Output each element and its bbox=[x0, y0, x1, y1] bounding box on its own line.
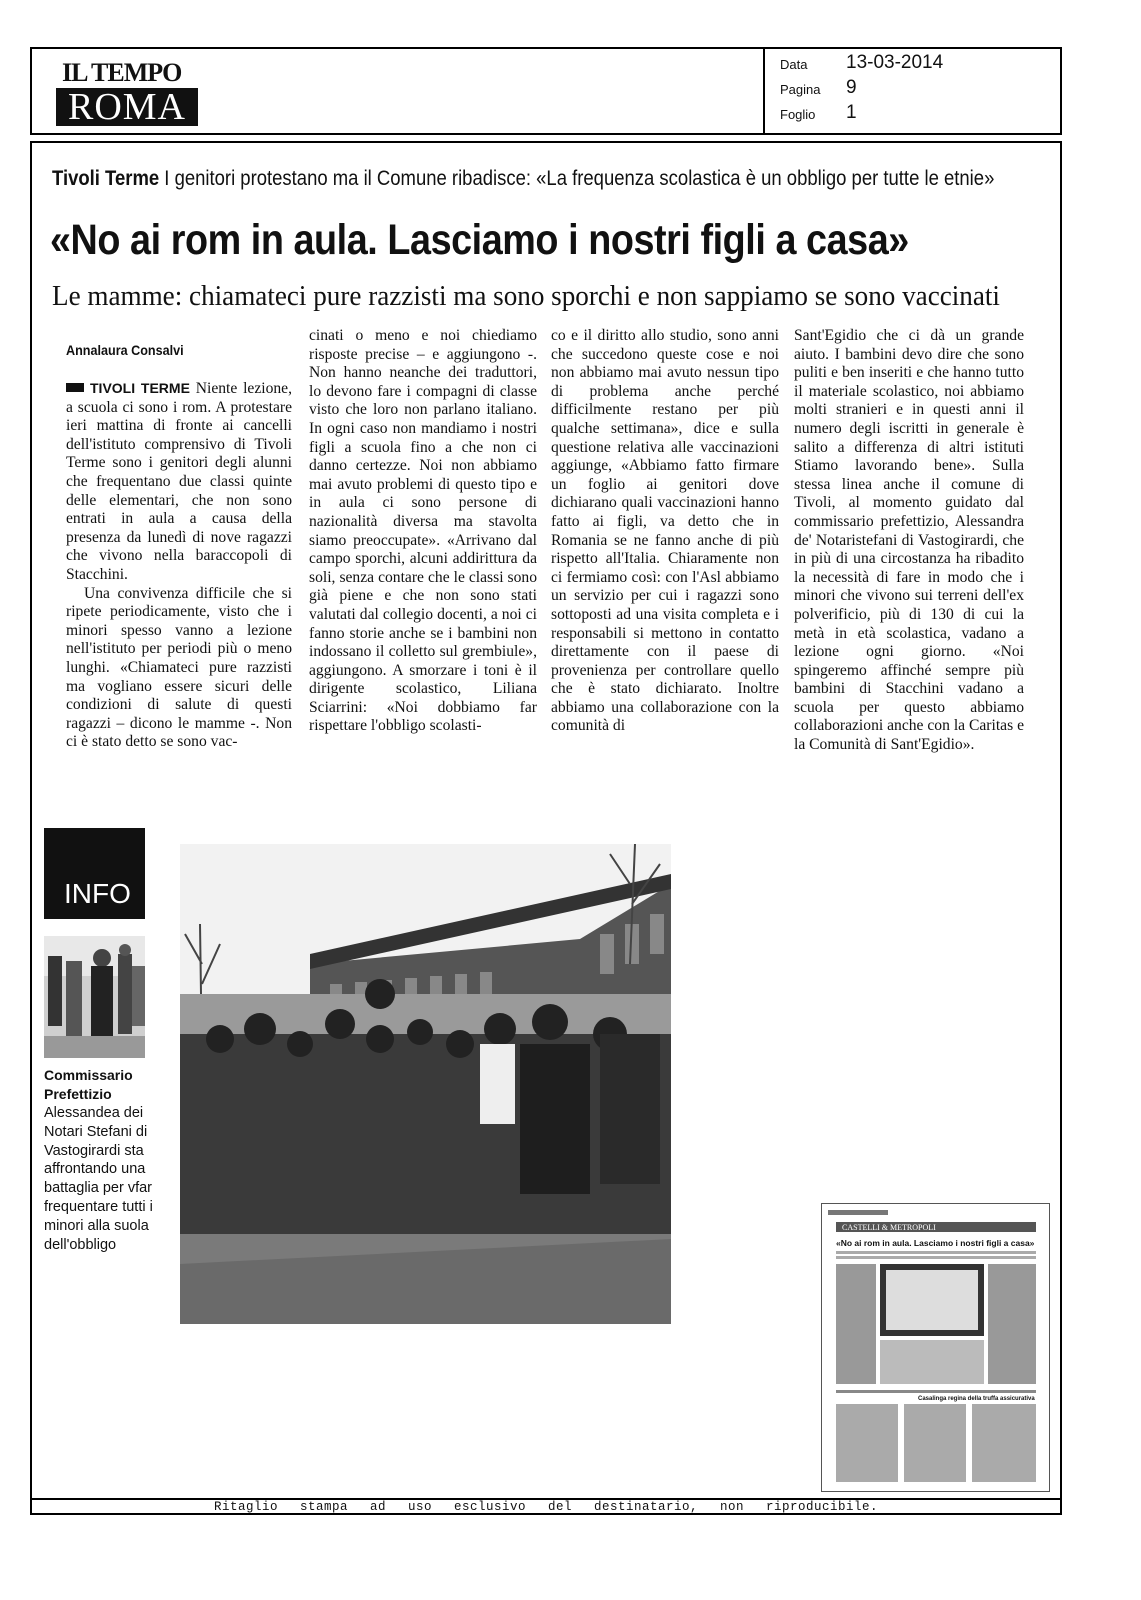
commissioner-photo-image bbox=[44, 936, 145, 1058]
header-divider bbox=[763, 47, 765, 135]
sheet-value: 1 bbox=[846, 102, 857, 123]
article-column-2 bbox=[309, 327, 537, 736]
column-1-lead: Niente lezione, a scuola ci sono i rom. A protestare ieri mattina di fronte ai cancelli dell'istituto comprensivo di Tivoli Terme sono i genitori degli alunni che frequentano due classi quinte delle elementari, che non sono entrati in aula a causa della presenza da lunedì di nove ragazzi che vivono nella baraccopoli di Stacchini. bbox=[66, 380, 293, 583]
caption-title: Commissario Prefettizio bbox=[44, 1067, 133, 1102]
column-2-text: cinati o meno e noi chiediamo risposte precise – e aggiungono -. Non hanno neanche dei traduttori, lo devono fare i compagni di classe visto che loro non parlano italiano. In ogni caso non mandiamo i nostri figli a scuola fino a che non ci danno certezze. Noi non abbiamo mai avuto problemi di questo tipo e in aula ci sono persone di nazionalità diversa ma stavolta siamo preoccupate». «Arrivano dal campo sporchi, alcuni addirittura da soli, senza contare che le classi sono già piene e che non sono stati valutati dal collegio docenti, a noi ci fanno storie anche se i bambini non indossano il colletto sul grembiule», aggiungono. A smorzare i toni è il dirigente scolastico, Liliana Sciarrini: «Noi dobbiamo far rispettare l'obbligo scolasti- bbox=[309, 327, 537, 735]
thumbnail-section: CASTELLI & METROPOLI bbox=[842, 1223, 936, 1232]
headline: «No ai rom in aula. Lasciamo i nostri figli a casa» bbox=[50, 216, 909, 264]
footer-notice: Ritaglio stampa ad uso esclusivo del destinatario, non riproducibile. bbox=[213, 1500, 879, 1514]
article-column-4 bbox=[794, 327, 1024, 755]
article-column-1 bbox=[66, 379, 292, 752]
column-1-paragraph-2: Una convivenza difficile che si ripete periodicamente, visto che i minori spesso vanno a lezione nell'istituto per periodi più o meno lunghi. «Chiamateci pure razzisti ma vogliano essere sicuri delle condizioni di salute di questi ragazzi – dicono le mamme -. Non ci è stato detto se sono vac- bbox=[66, 584, 292, 751]
masthead-edition: ROMA bbox=[56, 88, 198, 126]
page-label: Pagina bbox=[780, 82, 821, 97]
lead-marker bbox=[66, 383, 84, 392]
thumbnail-headline: «No ai rom in aula. Lasciamo i nostri figli a casa» bbox=[836, 1238, 1035, 1248]
column-3-text: co e il diritto allo studio, sono anni che succedono queste cose e noi non abbiamo mai avuto nessun tipo di problema anche perché difficilmente restano per più qualche settimana», dice e sulla questione relativa alle vaccinazioni aggiunge, «Abbiamo fatto firmare un foglio ai genitori dove dichiarano quali vaccinazioni hanno fatto ai figli, va detto che in Romania se ne fanno anche di più rispetto all'Italia. Chiaramente non ci fermiamo così: con l'Asl abbiamo un servizio per cui i ragazzi sono sottoposti ad una visita completa e i responsabili si mettono in contatto direttamente con il paese di provenienza per controllare quello che è stato dichiarato. Inoltre abbiamo una collaborazione con la comunità di bbox=[551, 327, 779, 735]
page-value: 9 bbox=[846, 77, 857, 98]
lead-tag: TIVOLI TERME bbox=[90, 380, 190, 396]
sheet-label: Foglio bbox=[780, 107, 816, 122]
info-box bbox=[44, 828, 145, 919]
info-label: INFO bbox=[64, 878, 131, 909]
date-value: 13-03-2014 bbox=[846, 52, 944, 73]
page-thumbnail-image bbox=[822, 1204, 1049, 1491]
kicker-place: Tivoli Terme bbox=[52, 167, 160, 190]
article-column-3 bbox=[551, 327, 779, 736]
byline: Annalaura Consalvi bbox=[66, 342, 184, 358]
subhead: Le mamme: chiamateci pure razzisti ma sono sporchi e non sappiamo se sono vaccinati bbox=[52, 280, 1000, 312]
main-photo bbox=[180, 844, 671, 1324]
kicker bbox=[52, 167, 994, 191]
page-thumbnail bbox=[821, 1203, 1050, 1492]
caption-text: Alessandea dei Notari Stefani di Vastogirardi sta affrontando una battaglia per vfar frequentare tutti i minori alla suola dell'obbligo bbox=[44, 1105, 153, 1253]
date-label: Data bbox=[780, 57, 808, 72]
column-4-text: Sant'Egidio che ci dà un grande aiuto. I bambini devo dire che sono puliti e ben inseriti e che hanno tutto il materiale scolastico, noi abbiamo molti stranieri e in questi anni il numero degli iscritti in generale è salito a differenza di altri istituti Stiamo lavorando bene». Sulla stessa linea anche il comune di Tivoli, al momento guidato dal commissario prefettizio, Alessandra de' Notaristefani di Vastogirardi, che in più di una circostanza ha ribadito la necessità di fare in modo che i minori che vivono sui terreni dell'ex polverificio, più di 130 di cui la metà in età scolastica, vadano a lezione ogni giorno. «Noi spingeremo affinché sempre più bambini di Stacchini vadano a scuola per questo abbiamo collaborazioni anche con la Caritas e la Comunità di Sant'Egidio». bbox=[794, 327, 1024, 754]
school-protest-photo bbox=[180, 844, 671, 1324]
masthead-title: IL TEMPO bbox=[62, 58, 182, 87]
thumbnail-second-headline: Casalinga regina della truffa assicurativa bbox=[918, 1396, 1035, 1402]
kicker-text: I genitori protestano ma il Comune ribadisce: «La frequenza scolastica è un obbligo per tutte le etnie» bbox=[164, 167, 995, 190]
commissioner-photo bbox=[44, 936, 145, 1058]
